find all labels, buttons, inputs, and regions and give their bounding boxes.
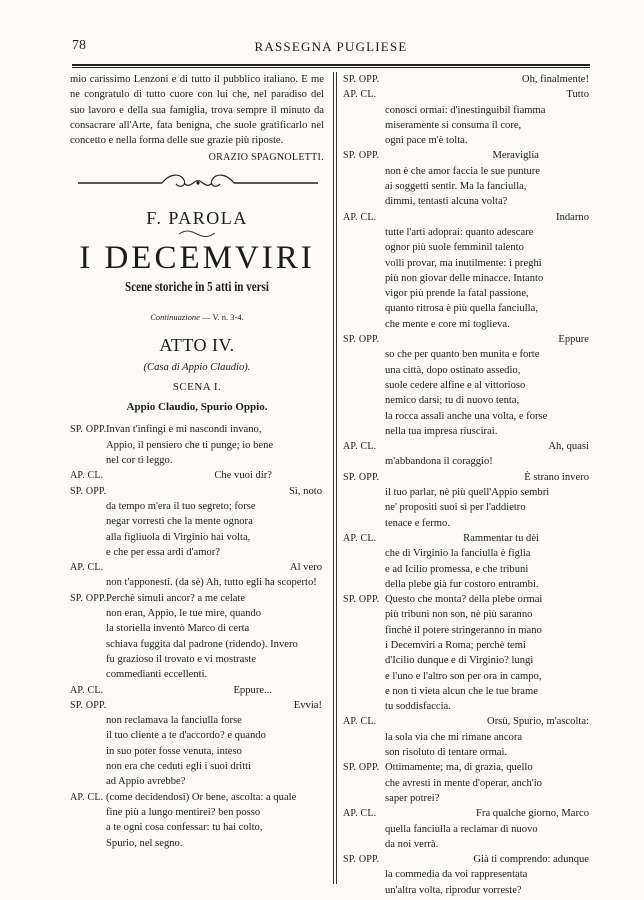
speaker-label: AP. CL. [343,532,377,544]
dialogue-line [70,713,324,728]
verse-text: più tribuni non son, nè più saranno [385,609,533,621]
prose-line: ne congratulo di tutto cuore con lui che, nel paradiso del [70,89,324,101]
dialogue-line [343,653,591,668]
verse-text: non è che amor faccia le sue punture [385,165,541,177]
verse-text: una città, dopo ostinato assedio, [385,364,521,376]
dialogue-line [343,470,591,485]
verse-text: che mente e core mi toglieva. [385,318,510,330]
dialogue-line [70,728,324,743]
author: F. PAROLA [146,208,248,229]
dialogue-line [343,714,591,729]
scene-setting: (Casa di Appio Claudio). [143,362,251,374]
verse-text: nella tua impresa riuscirai. [385,425,498,437]
dialogue-line [343,347,591,362]
verse-text: tutte l'arti adoprai: quanto adescare [385,226,534,238]
speaker-label: AP. CL. [70,684,104,696]
verse-text: tenace e fermo. [385,517,450,529]
verse-text: la commedia da voi rappresentata [385,869,528,881]
running-head: RASSEGNA PUGLIESE [254,39,408,54]
dialogue-line [343,332,591,347]
verse-text: Eppure... [233,684,272,696]
speaker-label: AP. CL. [70,470,104,482]
dialogue-line [343,485,591,500]
dialogue-line [70,759,324,774]
dialogue-line [343,684,591,699]
verse-text: fu grazioso il trovato e vi mostraste [106,653,257,665]
verse-text: un'altra volta, riprodur vorreste? [385,884,522,896]
tilde-ornament-icon [177,230,217,237]
dialogue-line [343,378,591,393]
signature: ORAZIO SPAGNOLETTI. [208,152,324,164]
verse-text: ai soggetti sentir. Ma la fanciulla, [385,181,527,193]
dialogue-line [70,637,324,652]
dialogue-line [343,562,591,577]
verse-text: in suo poter fosse venuta, inteso [106,745,242,757]
dialogue-line [70,744,324,759]
verse-text: Tutto [566,89,589,101]
dialogue-line [70,820,324,835]
dialogue-line [343,301,591,316]
dialogue-line [343,531,591,546]
verse-text: Appio, il pensiero che ti punge; io bene [106,439,274,451]
verse-text: Ah, quasi [548,441,589,453]
continuation-ref: — V. n. 3-4. [199,312,244,323]
verse-text: che di Virginio la fanciulla è figlia [385,548,531,560]
verse-text: Questo che monta? della plebe ormai [385,594,543,606]
verse-text: nemico darsi; tu di nuovo tenta, [385,395,520,407]
verse-text: i Decemviri a Roma; perchè temi [385,639,526,651]
dialogue-line [343,867,591,882]
verse-text: Meraviglia [492,150,539,162]
verse-text: negar vorresti che la mente ognora [106,516,253,528]
speaker-label: AP. CL. [343,89,377,101]
verse-text: so che per quanto ben munita e forte [385,349,540,361]
verse-text: da tempo m'era il tuo segreto; forse [106,500,256,512]
dialogue-line [343,225,591,240]
ornament-divider-icon [76,171,320,195]
dialogue-line [343,592,591,607]
verse-text: Ottimamente; ma, di grazia, quello [385,762,533,774]
verse-text: ognor più suole femminil talento [385,242,524,254]
verse-text: Già ti comprendo: adunque [473,854,589,866]
verse-text: Spurio, nel segno. [106,837,183,849]
verse-text: vigor più prende la fatal passione, [385,288,529,300]
dialogue-line [70,575,324,590]
dialogue-line [343,256,591,271]
speaker-label: SP. OPP. [343,150,380,162]
dialogue-line [70,606,324,621]
characters-list: Appio Claudio, Spurio Oppio. [126,401,268,414]
dialogue-line [343,133,591,148]
dialogue-line [343,638,591,653]
verse-text: il tuo cliente a te d'accordo? e quando [106,730,266,742]
verse-text: quanto ritrosa è più quella fanciulla, [385,303,538,315]
dialogue-line [343,883,591,898]
dialogue-line [343,577,591,592]
verse-text: non reclamava la fanciulla forse [106,715,242,727]
verse-text: dimmi, tentasti alcuna volta? [385,196,508,208]
dialogue-line [343,271,591,286]
dialogue-line [70,468,324,483]
verse-text: fine più a lungo mentirei? ben posso [106,806,261,818]
verse-text: e l'uno e l'altro son per ora in campo, [385,670,542,682]
left-column [70,72,324,851]
verse-text: tu soddisfaccia. [385,701,451,713]
dialogue-line [343,806,591,821]
verse-text: ne' propositi suoi sì per l'addietro [385,502,526,514]
dialogue-line [70,652,324,667]
verse-text: non t'apponesti. (da sè) Ah, tutto egli ha scoperto! [106,577,317,589]
play-subtitle: Scene storiche in 5 atti in versi [125,279,269,295]
dialogue-line [70,484,324,499]
verse-text: d'Icilio dunque e di Virginio? lungi [385,655,534,667]
verse-text: commedianti eccellenti. [106,669,208,681]
dialogue-line [343,317,591,332]
header-rule-thin [72,67,590,68]
verse-text: la rocca assali anche una volta, e forse [385,410,548,422]
dialogue-line [70,514,324,529]
verse-text: della plebe già fur costoro entrambi. [385,578,539,590]
verse-text: (come decidendosi) Or bene, ascolta: a quale [106,791,297,803]
verse-text: Oh, finalmente! [521,74,589,85]
dialogue-line [343,393,591,408]
speaker-label: SP. OPP. [70,485,107,497]
dialogue-line [70,698,324,713]
verse-text: son risoluto di tentare ormai. [385,747,508,759]
dialogue-line [343,516,591,531]
dialogue-line [70,790,324,805]
verse-text: e non ti vieta alcun che le tue brame [385,685,538,697]
dialogue-line [343,409,591,424]
verse-text: ad Appio avrebbe? [106,776,186,788]
verse-text: saper potrei? [385,792,440,804]
verse-text: quella fanciulla a reclamar di nuovo [385,823,538,835]
verse-text: da noi verrà. [385,838,439,850]
verse-text: conosci ormai: d'inestinguibil fiamma [385,104,546,116]
dialogue-line [70,805,324,820]
dialogue-line [343,852,591,867]
verse-text: Sì, noto [289,485,322,497]
verse-text: nel cor ti leggo. [106,455,173,467]
verse-text: la storiella inventò Marco di certa [106,623,250,635]
dialogue-line [343,546,591,561]
dialogue-line [343,118,591,133]
dialogue-line [70,545,324,560]
speaker-label: AP. CL. [70,562,104,574]
dialogue-line [343,776,591,791]
dialogue-line [70,774,324,789]
verse-text: la sola via che mi rimane ancora [385,731,523,743]
speaker-label: AP. CL. [343,211,377,223]
dialogue-line [343,148,591,163]
verse-text: È strano invero [524,471,589,483]
dialogue-line [343,439,591,454]
verse-text: Orsù, Spurio, m'ascolta: [487,716,589,728]
dialogue-line [343,240,591,255]
speaker-label: SP. OPP. [343,594,380,606]
dialogue-line [70,422,324,437]
dialogue-line [70,667,324,682]
dialogue-line [70,683,324,698]
dialogue-line [343,669,591,684]
speaker-label: AP. CL. [343,716,377,728]
dialogue-line [343,822,591,837]
page-header [72,38,590,58]
dialogue-line [70,836,324,851]
verse-text: miseramente si consuma il core, [385,119,522,131]
verse-text: schiava fuggita dal padrone (ridendo). Invero [106,638,298,650]
speaker-label: SP. OPP. [343,762,380,774]
prose-line: concetto e nella forma delle sue grazie più riposte. [70,135,284,147]
header-rule [72,64,590,66]
verse-text: ogni pace m'è tolta. [385,135,468,147]
dialogue-line [343,164,591,179]
verse-text: Fra qualche giorno, Marco [476,808,589,820]
speaker-label: SP. OPP. [343,471,380,483]
verse-text: il tuo parlar, nè più quell'Appio sembri [385,487,550,499]
dialogue-line [343,424,591,439]
dialogue-line [343,699,591,714]
verse-text: più non giovar delle minacce. Intanto [385,272,544,284]
right-column [343,72,591,898]
verse-text: m'abbandona il coraggio! [385,456,493,468]
verse-text: Invan t'infingi e mi nascondi invano, [106,424,262,436]
column-divider-thin [336,72,337,884]
dialogue-line [70,438,324,453]
dialogue-line [70,530,324,545]
dialogue-line [343,286,591,301]
prose-line: consacrare all'Arte, fata benigna, che suole gratificarlo nel [70,119,324,131]
act-heading: ATTO IV. [159,335,235,356]
speaker-label: SP. OPP. [343,334,380,346]
verse-text: Perchè simuli ancor? a me celate [106,592,246,604]
speaker-label: AP. CL. [343,808,377,820]
verse-text: Evvia! [293,699,322,711]
verse-text: volli provar, ma inutilmente: i preghi [385,257,542,269]
prose-ending [70,72,324,148]
dialogue-line [343,745,591,760]
dialogue-line [70,591,324,606]
play-title: I DECEMVIRI [79,240,315,277]
verse-text: Che vuoi dir? [214,470,272,482]
verse-text: non eran, Appio, le tue mire, quando [106,608,262,620]
dialogue-line [343,103,591,118]
speaker-label: SP. OPP. [343,74,380,85]
page-number: 78 [72,38,86,53]
dialogue-line [343,791,591,806]
speaker-label: SP. OPP. [343,854,380,866]
speaker-label: SP. OPP. [70,699,107,711]
verse-text: non era che ceduti egli i suoi dritti [106,761,252,773]
speaker-label: SP. OPP. [70,424,107,436]
verse-text: alla figliuola di Virginio hai volta, [106,531,251,543]
dialogue-line [70,621,324,636]
prose-line: suo lavoro e della sua famiglia, trova sempre il minuto da [70,104,324,116]
verse-text: a te ogni cosa confessar: tu hai colto, [106,822,263,834]
verse-text: Al vero [289,562,322,574]
scene-heading: SCENA I. [172,381,222,394]
dialogue-line [343,623,591,638]
verse-text: Indarno [556,211,589,223]
column-divider [333,72,334,884]
dialogue-line [343,607,591,622]
dialogue-line [343,500,591,515]
dialogue-line [343,454,591,469]
speaker-label: AP. CL. [70,791,104,803]
dialogue-line [70,560,324,575]
right-dialogue [343,72,591,898]
dialogue-line [343,837,591,852]
verse-text: e che per essa ardi d'amor? [106,546,220,558]
verse-text: finchè il potere stringeranno in mano [385,624,542,636]
verse-text: Eppure [558,334,589,346]
dialogue-line [343,194,591,209]
dialogue-line [343,179,591,194]
continuation-note [70,312,324,322]
dialogue-line [343,730,591,745]
speaker-label: AP. CL. [343,441,377,453]
verse-text: e ad Icilio promessa, e che tribuni [385,563,529,575]
dialogue-line [70,453,324,468]
verse-text: suole cedere alfine e al vittorioso [385,379,526,391]
continuation-label: Continuazione [150,312,200,323]
dialogue-line [343,210,591,225]
dialogue-line [70,499,324,514]
dialogue-line [343,87,591,102]
verse-text: Rammentar tu dèi [463,532,539,544]
left-dialogue [70,422,324,850]
speaker-label: SP. OPP. [70,592,107,604]
prose-line: mio carissimo Lenzoni e di tutto il pubblico italiano. E me [70,74,324,85]
dialogue-line [343,363,591,378]
dialogue-line [343,72,591,87]
verse-text: che avresti in mente d'operar, anch'io [385,777,542,789]
dialogue-line [343,760,591,775]
